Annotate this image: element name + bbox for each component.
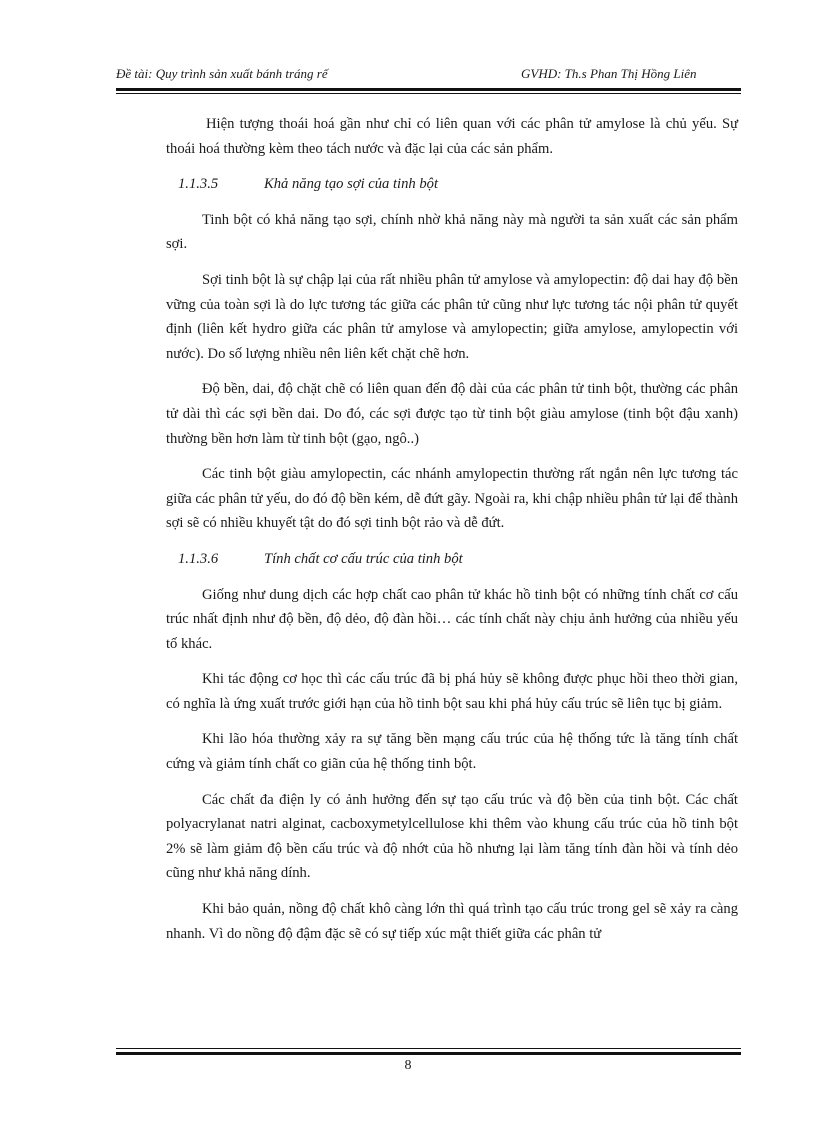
header-rule-thick	[116, 88, 741, 91]
document-body	[166, 112, 738, 957]
header-title: Đề tài: Quy trình sản xuất bánh tráng rế	[116, 66, 328, 81]
footer-rule-thick	[116, 1052, 741, 1055]
paragraph: Các tinh bột giàu amylopectin, các nhánh amylopectin thường rất ngắn nên lực tương tác giữa các phân tử yếu, do đó độ bền kém, dễ đứt gãy. Ngoài ra, khi chập nhiều phân tử lại để thành sợi sẽ có nhiều khuyết tật do đó sợi tinh bột rảo và dễ đứt.	[166, 466, 738, 532]
footer-rule-thin	[116, 1048, 741, 1049]
header-rule-thin	[116, 93, 741, 94]
paragraph: Khi bảo quản, nồng độ chất khô càng lớn thì quá trình tạo cấu trúc trong gel sẽ xảy ra càng nhanh. Vì do nồng độ đậm đặc sẽ có sự tiếp xúc mật thiết giữa các phân tử	[166, 901, 738, 942]
paragraph-retrogradation: Hiện tượng thoái hoá gần như chỉ có liên quan với các phân tử amylose là chủ yếu. Sự thoái hoá thường kèm theo tách nước và đặc lại của các sản phẩm.	[166, 116, 738, 157]
section-heading-fiber	[166, 172, 738, 197]
page-number: 8	[404, 1058, 412, 1073]
paragraph: Các chất đa điện ly có ảnh hưởng đến sự tạo cấu trúc và độ bền của tinh bột. Các chất polyacrylanat natri alginat, cacboxymetylcellulose khi thêm vào khung cấu trúc của hồ tinh bột 2% sẽ làm giảm độ bền cấu trúc và độ nhớt của hồ nhưng lại làm tăng tính đàn hồi và tính dẻo cũng như khả năng dính.	[166, 791, 738, 882]
paragraph: Giống như dung dịch các hợp chất cao phân tử khác hồ tinh bột có những tính chất cơ cấu trúc nhất định như độ bền, độ dẻo, độ đàn hồi… các tính chất này chịu ảnh hưởng của nhiều yếu tố khác.	[166, 586, 738, 652]
paragraph: Sợi tinh bột là sự chập lại của rất nhiều phân tử amylose và amylopectin: độ dai hay độ bền vững của toàn sợi là do lực tương tác giữa các phân tử cũng như lực tương tác nội phân tử quyết định (liên kết hydro giữa các phân tử amylose và amylopectin; giữa amylose, amylopectin với nước). Do số lượng nhiều nên liên kết chặt chẽ hơn.	[166, 271, 738, 362]
paragraph: Khi lão hóa thường xảy ra sự tăng bền mạng cấu trúc của hệ thống tức là tăng tính chất cứng và giảm tính chất co giãn của hệ thống tinh bột.	[166, 731, 738, 773]
section-number: 1.1.3.6	[178, 550, 219, 567]
paragraph: Tinh bột có khả năng tạo sợi, chính nhờ khả năng này mà người ta sản xuất các sản phẩm sợi.	[166, 211, 738, 253]
section-heading-mechanical	[166, 547, 738, 572]
page-header	[116, 66, 741, 86]
header-advisor: GVHD: Th.s Phan Thị Hồng Liên	[521, 66, 697, 81]
section-title: Khả năng tạo sợi của tinh bột	[264, 176, 438, 193]
paragraph: Khi tác động cơ học thì các cấu trúc đã bị phá hủy sẽ không được phục hồi theo thời gian, có nghĩa là ứng xuất trước giới hạn của hồ tinh bột sau khi phá hủy cấu trúc sẽ liên tục bị giảm.	[166, 671, 738, 712]
section-title: Tính chất cơ cấu trúc của tinh bột	[264, 550, 463, 567]
section-number: 1.1.3.5	[178, 176, 219, 193]
paragraph: Độ bền, dai, độ chặt chẽ có liên quan đến độ dài của các phân tử tinh bột, thường các phân tử dài thì các sợi bền dai. Do đó, các sợi được tạo từ tinh bột giàu amylose (tinh bột đậu xanh) thường bền hơn làm từ tinh bột (gạo, ngô..)	[166, 381, 738, 447]
